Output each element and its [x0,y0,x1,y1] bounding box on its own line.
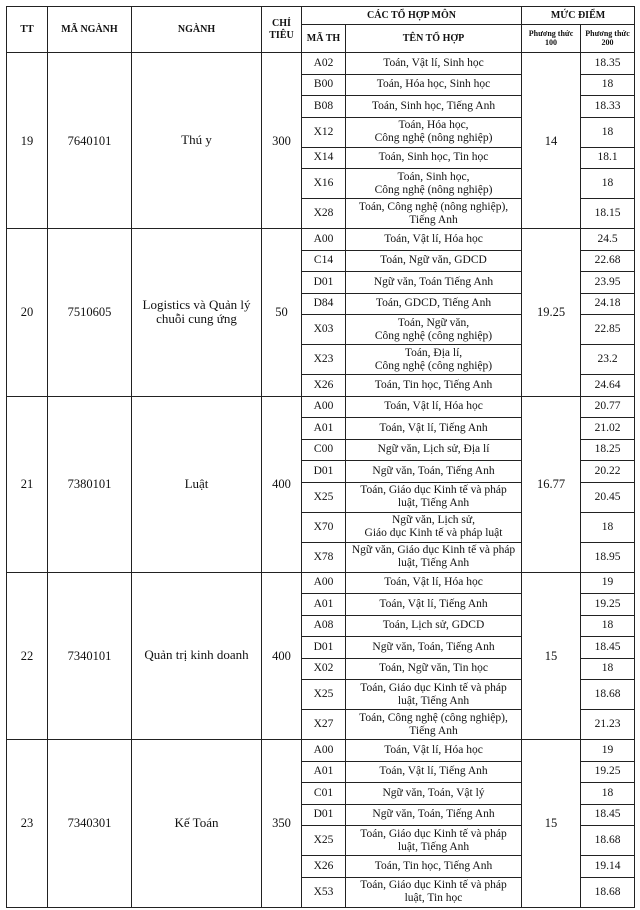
combo-code: A00 [302,740,346,762]
combo-code: X70 [302,512,346,542]
combo-code: C14 [302,250,346,272]
combo-name: Toán, Vật lí, Hóa học [346,572,522,594]
combo-name: Toán, Vật lí, Tiếng Anh [346,418,522,440]
combo-code: X28 [302,199,346,229]
combo-code: A01 [302,761,346,783]
combo-name: Toán, Hóa học, Sinh học [346,74,522,96]
score-method-200: 18.45 [581,804,635,826]
score-method-200: 18 [581,169,635,199]
score-method-200: 18.1 [581,147,635,169]
combo-code: C00 [302,439,346,461]
combo-code: D01 [302,637,346,659]
combo-code: A08 [302,615,346,637]
score-method-100: 15 [522,572,581,740]
major-number: 19 [7,53,48,229]
combo-name: Toán, Sinh học, Tiếng Anh [346,96,522,118]
score-method-200: 19.25 [581,594,635,616]
header-muc-diem: MỨC ĐIỂM [522,7,635,25]
combo-name: Toán, Công nghệ (công nghiệp), Tiếng Anh [346,710,522,740]
score-method-200: 23.95 [581,272,635,294]
header-phuong-thuc-200: Phương thức 200 [581,25,635,53]
combo-name: Toán, Vật lí, Hóa học [346,740,522,762]
score-method-200: 18 [581,512,635,542]
combo-name: Toán, Lịch sử, GDCD [346,615,522,637]
combo-name: Toán, Vật lí, Sinh học [346,53,522,75]
combo-name: Ngữ văn, Toán, Tiếng Anh [346,637,522,659]
header-cac-to-hop-mon: CÁC TỔ HỢP MÔN [302,7,522,25]
combo-code: A00 [302,229,346,251]
score-method-200: 18.68 [581,680,635,710]
score-method-200: 18.15 [581,199,635,229]
score-method-200: 22.85 [581,315,635,345]
score-method-200: 18 [581,615,635,637]
major-code: 7640101 [48,53,132,229]
score-method-100: 15 [522,740,581,908]
combo-name: Ngữ văn, Toán, Tiếng Anh [346,461,522,483]
combo-name: Toán, Ngữ văn, Công nghệ (công nghiệp) [346,315,522,345]
score-method-200: 18.45 [581,637,635,659]
table-row [7,572,635,594]
major-name: Quản trị kinh doanh [132,572,262,740]
score-method-200: 18 [581,117,635,147]
score-method-200: 18.68 [581,877,635,907]
combo-name: Ngữ văn, Lịch sử, Địa lí [346,439,522,461]
combo-code: X12 [302,117,346,147]
combo-code: D01 [302,272,346,294]
major-name: Thú y [132,53,262,229]
combo-name: Ngữ văn, Toán, Tiếng Anh [346,804,522,826]
score-method-200: 21.23 [581,710,635,740]
admission-score-table [6,6,635,908]
combo-name: Toán, Giáo dục Kinh tế và pháp luật, Tin học [346,877,522,907]
combo-code: X25 [302,826,346,856]
major-number: 23 [7,740,48,908]
combo-code: A00 [302,572,346,594]
major-quota: 400 [262,396,302,572]
score-method-200: 24.18 [581,293,635,315]
score-method-200: 20.45 [581,482,635,512]
header-tt: TT [7,7,48,53]
combo-name: Toán, Tin học, Tiếng Anh [346,375,522,397]
header-ma-nganh: MÃ NGÀNH [48,7,132,53]
combo-code: X27 [302,710,346,740]
combo-code: D01 [302,804,346,826]
score-method-200: 24.5 [581,229,635,251]
major-code: 7340101 [48,572,132,740]
combo-name: Toán, Vật lí, Tiếng Anh [346,594,522,616]
combo-name: Toán, Sinh học, Tin học [346,147,522,169]
major-number: 20 [7,229,48,397]
table-row [7,229,635,251]
table-row [7,740,635,762]
combo-code: A01 [302,594,346,616]
combo-name: Toán, Ngữ văn, GDCD [346,250,522,272]
table-body [7,53,635,908]
major-name: Kế Toán [132,740,262,908]
combo-name: Toán, Giáo dục Kinh tế và pháp luật, Tiếng Anh [346,826,522,856]
combo-code: A00 [302,396,346,418]
major-quota: 50 [262,229,302,397]
header-ma-th: MÃ TH [302,25,346,53]
combo-code: X16 [302,169,346,199]
table-row [7,396,635,418]
combo-name: Toán, Vật lí, Hóa học [346,229,522,251]
score-method-200: 18.25 [581,439,635,461]
combo-code: X25 [302,482,346,512]
combo-name: Ngữ văn, Giáo dục Kinh tế và pháp luật, Tiếng Anh [346,542,522,572]
score-method-200: 18 [581,658,635,680]
combo-name: Toán, Vật lí, Hóa học [346,396,522,418]
score-method-100: 14 [522,53,581,229]
combo-name: Ngữ văn, Toán Tiếng Anh [346,272,522,294]
major-number: 21 [7,396,48,572]
combo-name: Ngữ văn, Lịch sử, Giáo dục Kinh tế và pháp luật [346,512,522,542]
combo-name: Ngữ văn, Toán, Vật lý [346,783,522,805]
score-method-200: 23.2 [581,345,635,375]
table-row [7,53,635,75]
major-number: 22 [7,572,48,740]
score-method-200: 19 [581,740,635,762]
combo-code: X23 [302,345,346,375]
combo-code: D01 [302,461,346,483]
combo-name: Toán, Tin học, Tiếng Anh [346,856,522,878]
major-code: 7510605 [48,229,132,397]
combo-name: Toán, Hóa học, Công nghệ (nông nghiệp) [346,117,522,147]
score-method-200: 18.68 [581,826,635,856]
score-method-200: 20.77 [581,396,635,418]
combo-code: C01 [302,783,346,805]
score-method-200: 18 [581,74,635,96]
combo-name: Toán, Ngữ văn, Tin học [346,658,522,680]
combo-code: B08 [302,96,346,118]
combo-name: Toán, Giáo dục Kinh tế và pháp luật, Tiếng Anh [346,680,522,710]
combo-code: X26 [302,856,346,878]
combo-name: Toán, Sinh học, Công nghệ (nông nghiệp) [346,169,522,199]
header-phuong-thuc-100: Phương thức 100 [522,25,581,53]
score-method-200: 22.68 [581,250,635,272]
score-method-200: 20.22 [581,461,635,483]
header-nganh: NGÀNH [132,7,262,53]
combo-code: X03 [302,315,346,345]
combo-code: X78 [302,542,346,572]
score-method-200: 21.02 [581,418,635,440]
major-code: 7340301 [48,740,132,908]
combo-code: X53 [302,877,346,907]
combo-name: Toán, GDCD, Tiếng Anh [346,293,522,315]
major-name: Luật [132,396,262,572]
combo-name: Toán, Công nghệ (nông nghiệp), Tiếng Anh [346,199,522,229]
score-method-200: 24.64 [581,375,635,397]
major-quota: 300 [262,53,302,229]
combo-code: B00 [302,74,346,96]
combo-code: A01 [302,418,346,440]
major-quota: 400 [262,572,302,740]
combo-code: D84 [302,293,346,315]
score-method-200: 18.33 [581,96,635,118]
score-method-100: 19.25 [522,229,581,397]
score-method-200: 18.95 [581,542,635,572]
combo-name: Toán, Địa lí, Công nghệ (công nghiệp) [346,345,522,375]
combo-code: X14 [302,147,346,169]
score-method-200: 19 [581,572,635,594]
combo-code: X26 [302,375,346,397]
combo-code: X25 [302,680,346,710]
header-ten-to-hop: TÊN TỔ HỢP [346,25,522,53]
header-chi-tieu: CHỈ TIÊU [262,7,302,53]
combo-code: X02 [302,658,346,680]
score-method-200: 19.25 [581,761,635,783]
combo-name: Toán, Giáo dục Kinh tế và pháp luật, Tiếng Anh [346,482,522,512]
combo-code: A02 [302,53,346,75]
major-name: Logistics và Quản lý chuỗi cung ứng [132,229,262,397]
score-method-100: 16.77 [522,396,581,572]
score-method-200: 18 [581,783,635,805]
major-quota: 350 [262,740,302,908]
score-method-200: 18.35 [581,53,635,75]
major-code: 7380101 [48,396,132,572]
score-method-200: 19.14 [581,856,635,878]
combo-name: Toán, Vật lí, Tiếng Anh [346,761,522,783]
